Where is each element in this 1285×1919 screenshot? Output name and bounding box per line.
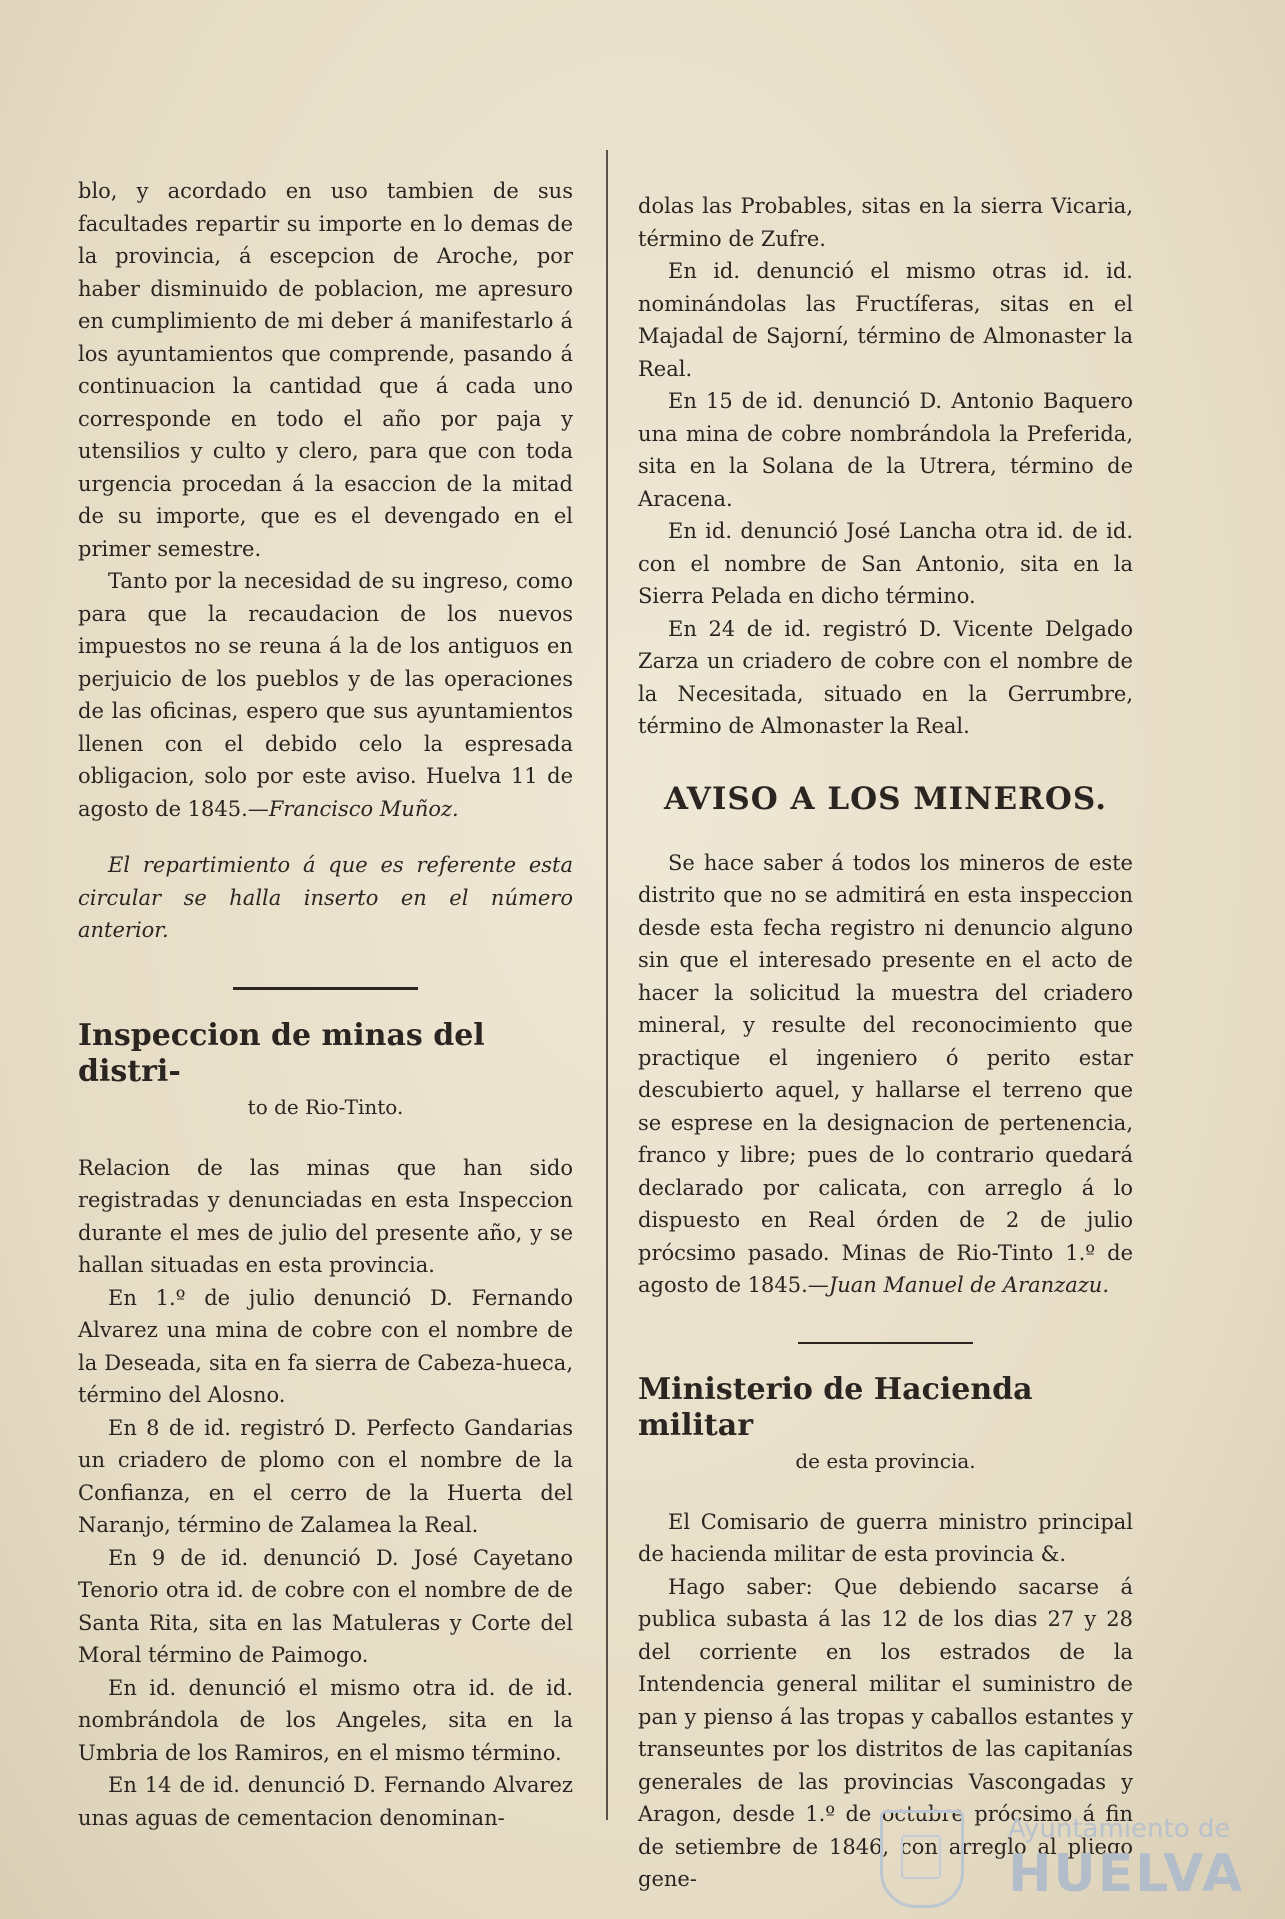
list-item: En id. denunció José Lancha otra id. de id. con el nombre de San Antonio, sita en la Sierra Pelada en dicho término.	[638, 519, 1133, 608]
list-item: En 8 de id. registró D. Perfecto Gandarias un criadero de plomo con el nombre de la Confianza, en el cerro de la Huerta del Naranjo, término de Zalamea la Real.	[78, 1415, 573, 1537]
watermark-line1: Ayuntamiento de	[1008, 1814, 1231, 1844]
section-title: Inspeccion de minas del distri-	[78, 1017, 485, 1089]
paragraph: El Comisario de guerra ministro principal de hacienda militar de esta provincia &.	[638, 1509, 1133, 1566]
section-divider	[233, 987, 418, 990]
aviso-text: Se hace saber á todos los mineros de este distrito que no se admitirá en esta inspeccion desde esta fecha registro ni denuncio alguno sin que el interesado presente en el acto de hacer la solicitud la muestra del criadero mineral, y resulte del reconocimiento que practique el ingeniero ó perito estar descubierto aquel, y hallarse el terreno que se esprese en la designacion de pertenencia, franco y libre; pues de lo contrario quedará declarado por calicata, con arreglo á lo dispuesto en Real órden de 2 de julio prócsimo pasado. Minas de Rio-Tinto 1.º de agosto de 1845.—	[638, 850, 1133, 1297]
paragraph-text: Tanto por la necesidad de su ingreso, como para que la recaudacion de los nuevos impuestos no se reuna á la de los antiguos en perjuicio de los pueblos y de las operaciones de las oficinas, espero que sus ayuntamientos llenen con el debido celo la espresada obligacion, solo por este aviso. Huelva 11 de agosto de 1845.—	[78, 569, 573, 821]
list-item: En id. denunció el mismo otras id. id. nominándolas las Fructíferas, sitas en el Majadal de Sajorní, término de Almonaster la Real.	[638, 259, 1133, 381]
list-item: dolas las Probables, sitas en la sierra Vicaria, término de Zufre.	[638, 194, 1133, 251]
right-column	[638, 190, 1133, 1896]
list-item: En 24 de id. registró D. Vicente Delgado Zarza un criadero de cobre con el nombre de la Necesitada, situado en la Gerrumbre, término de Almonaster la Real.	[638, 616, 1133, 738]
section-subtitle: de esta provincia.	[795, 1448, 976, 1473]
coat-of-arms-icon	[880, 1810, 964, 1908]
watermark	[880, 1810, 1260, 1910]
paragraph: Hago saber: Que debiendo sacarse á publica subasta á las 12 de los dias 27 y 28 del corriente en los estrados de la Intendencia general militar el suministro de pan y pienso á las tropas y caballos estantes y transeuntes por los distritos de las capitanías generales de las provincias Vascongadas y Aragon, desde 1.º de octubre prócsimo á fin de setiembre de 1846, con arreglo al pliego gene-	[638, 1574, 1133, 1891]
section-subtitle: to de Rio-Tinto.	[247, 1094, 404, 1119]
section-title: Ministerio de Hacienda militar	[638, 1371, 1033, 1443]
section-divider	[798, 1342, 973, 1344]
list-item: En id. denunció el mismo otra id. de id. nombrándola de los Angeles, sita en la Umbria de los Ramiros, en el mismo término.	[78, 1675, 573, 1765]
list-item: En 14 de id. denunció D. Fernando Alvarez unas aguas de cementacion denominan-	[78, 1773, 573, 1830]
list-item: En 1.º de julio denunció D. Fernando Alvarez una mina de cobre con el nombre de la Deseada, sita en fa sierra de Cabeza-hueca, término del Alosno.	[78, 1285, 573, 1407]
left-column	[78, 175, 573, 1834]
intro-paragraph: Relacion de las minas que han sido registradas y denunciadas en esta Inspeccion durante el mes de julio del presente año, y se hallan situadas en esta provincia.	[78, 1155, 573, 1277]
aviso-paragraph	[638, 847, 1133, 1302]
paragraph: blo, y acordado en uso tambien de sus facultades repartir su importe en lo demas de la provincia, á escepcion de Aroche, por haber disminuido de poblacion, me apresuro en cumplimiento de mi deber á manifestarlo á los ayuntamientos que comprende, pasando á continuacion la cantidad que á cada uno corresponde en todo el año por paja y utensilios y culto y clero, para que con toda urgencia procedan á la esaccion de la mitad de su importe, que es el devengado en el primer semestre.	[78, 179, 573, 561]
signature: Juan Manuel de Aranzazu.	[828, 1273, 1110, 1297]
paragraph	[78, 565, 573, 825]
list-item: En 9 de id. denunció D. José Cayetano Tenorio otra id. de cobre con el nombre de de Santa Rita, sita en las Matuleras y Corte del Moral término de Paimogo.	[78, 1545, 573, 1667]
italic-note: El repartimiento á que es referente esta circular se halla inserto en el número anterior.	[78, 853, 573, 942]
list-item: En 15 de id. denunció D. Antonio Baquero una mina de cobre nombrándola la Preferida, sita en la Solana de la Utrera, término de Aracena.	[638, 389, 1133, 511]
signature: Francisco Muñoz.	[268, 796, 459, 821]
watermark-line2: HUELVA	[1008, 1844, 1245, 1904]
column-divider	[606, 150, 608, 1820]
aviso-title: AVISO A LOS MINEROS.	[664, 780, 1107, 817]
